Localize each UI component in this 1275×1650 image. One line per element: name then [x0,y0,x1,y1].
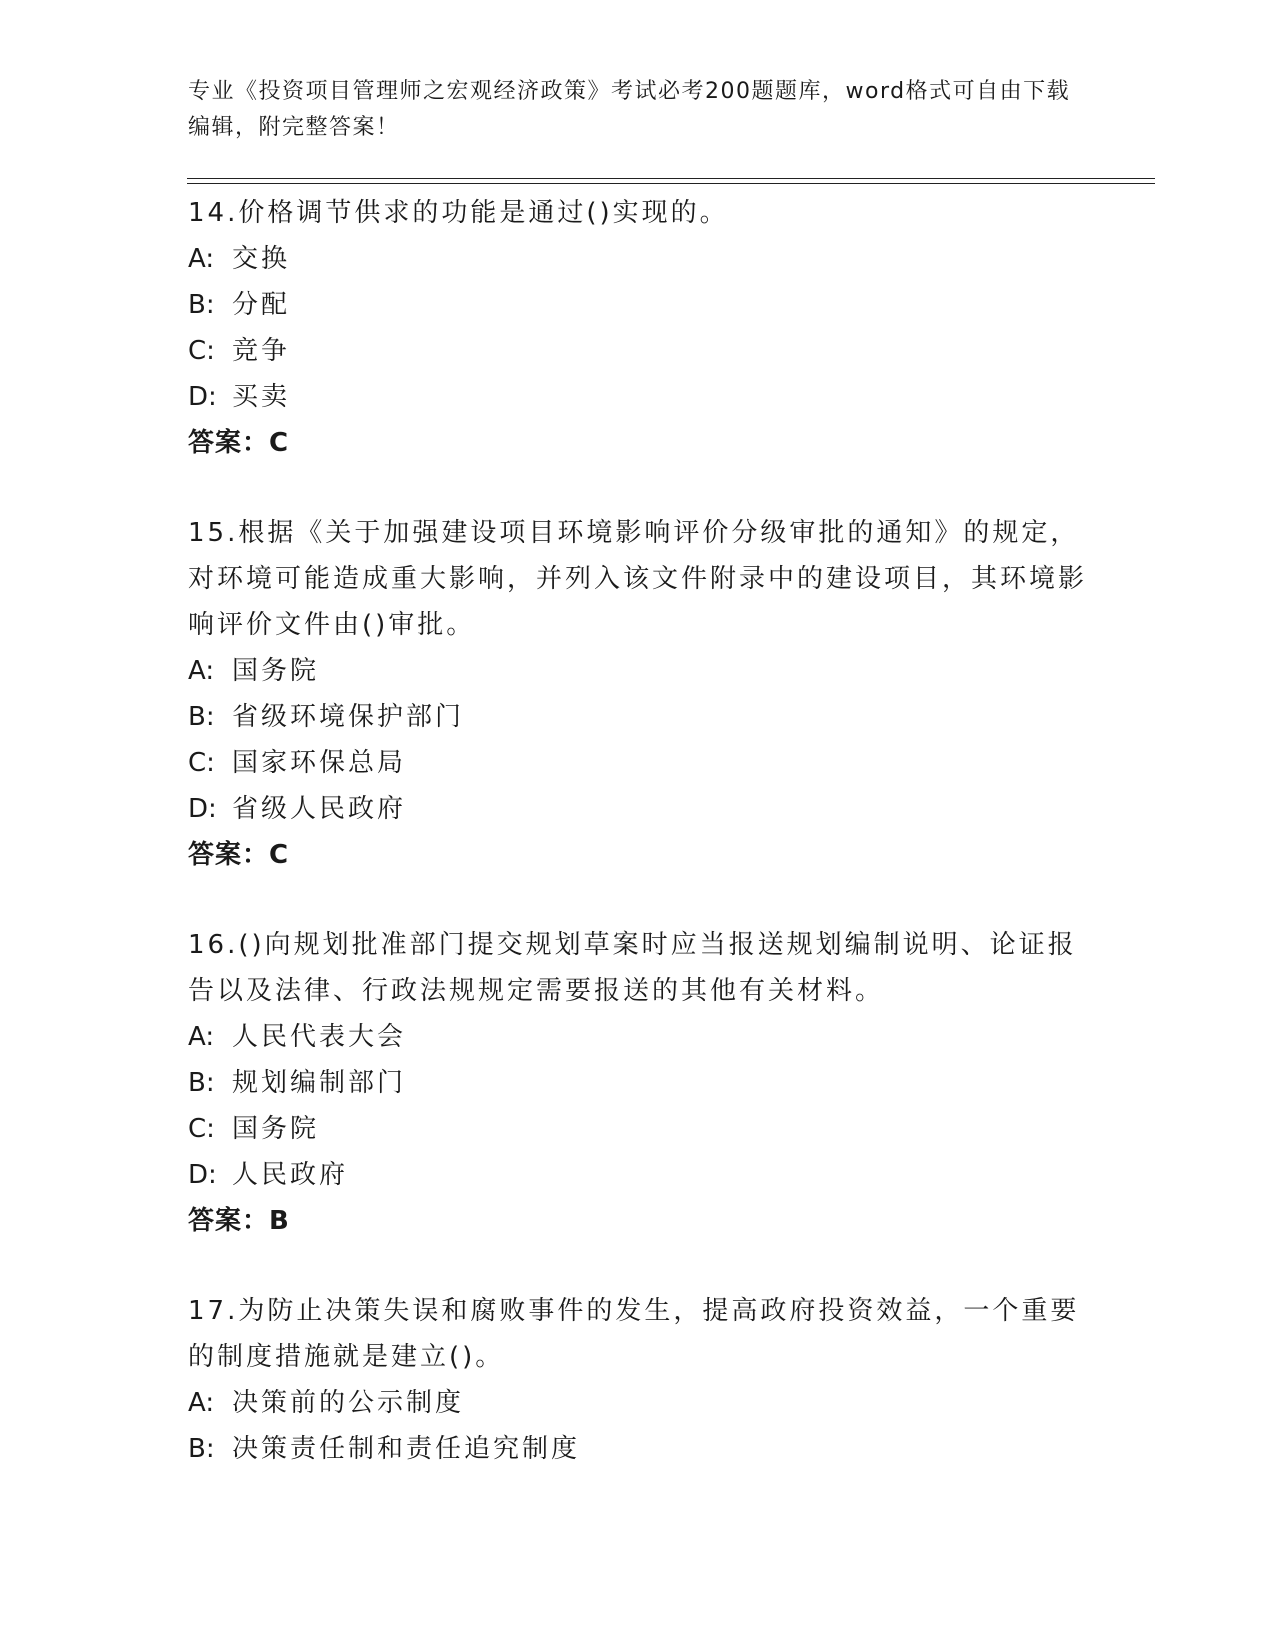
option-d [188,786,1088,832]
document-header: 专业《投资项目管理师之宏观经济政策》考试必考200题题库，word格式可自由下载编辑，附完整答案！ [188,79,1071,140]
question-15 [188,510,1088,878]
option-key: A: [188,244,215,274]
spacer [188,466,1088,510]
option-text: 人民政府 [232,1160,349,1190]
option-b [188,694,1088,740]
option-text: 竞争 [232,336,291,366]
option-text: 买卖 [232,382,291,412]
option-text: 国务院 [232,1114,320,1144]
option-b [188,1060,1088,1106]
option-key: B: [188,1068,215,1098]
option-key: A: [188,1022,215,1052]
option-c [188,1106,1088,1152]
option-key: B: [188,290,215,320]
option-d [188,374,1088,420]
option-text: 省级环境保护部门 [232,702,465,732]
option-key: D: [188,1160,217,1190]
option-key: C: [188,336,215,366]
question-stem: 16.()向规划批准部门提交规划草案时应当报送规划编制说明、论证报告以及法律、行政法规规定需要报送的其他有关材料。 [188,930,1077,1006]
question-stem: 14.价格调节供求的功能是通过()实现的。 [188,198,729,228]
option-c [188,740,1088,786]
option-key: C: [188,1114,215,1144]
option-a [188,1380,1088,1426]
option-d [188,1152,1088,1198]
option-text: 交换 [232,244,291,274]
option-text: 国家环保总局 [232,748,407,778]
option-key: D: [188,382,217,412]
question-17 [188,1288,1088,1472]
option-text: 决策责任制和责任追究制度 [232,1434,581,1464]
spacer [188,1244,1088,1288]
answer: 答案：B [188,1206,290,1236]
option-text: 国务院 [232,656,320,686]
option-text: 规划编制部门 [232,1068,407,1098]
option-b [188,1426,1088,1472]
answer: 答案：C [188,840,290,870]
option-text: 决策前的公示制度 [232,1388,465,1418]
question-16 [188,922,1088,1244]
option-text: 人民代表大会 [232,1022,407,1052]
header-divider-top [187,178,1155,179]
option-a [188,236,1088,282]
option-key: A: [188,656,215,686]
option-key: A: [188,1388,215,1418]
option-key: B: [188,702,215,732]
spacer [188,878,1088,922]
option-text: 省级人民政府 [232,794,407,824]
answer: 答案：C [188,428,290,458]
option-b [188,282,1088,328]
option-text: 分配 [232,290,291,320]
option-key: C: [188,748,215,778]
question-list [188,190,1088,1472]
option-key: B: [188,1434,215,1464]
question-14 [188,190,1088,466]
question-stem: 17.为防止决策失误和腐败事件的发生，提高政府投资效益，一个重要的制度措施就是建立()。 [188,1296,1080,1372]
option-a [188,1014,1088,1060]
question-stem: 15.根据《关于加强建设项目环境影响评价分级审批的通知》的规定，对环境可能造成重大影响，并列入该文件附录中的建设项目，其环境影响评价文件由()审批。 [188,518,1088,640]
header-divider-bottom [187,183,1155,184]
option-a [188,648,1088,694]
option-key: D: [188,794,217,824]
option-c [188,328,1088,374]
